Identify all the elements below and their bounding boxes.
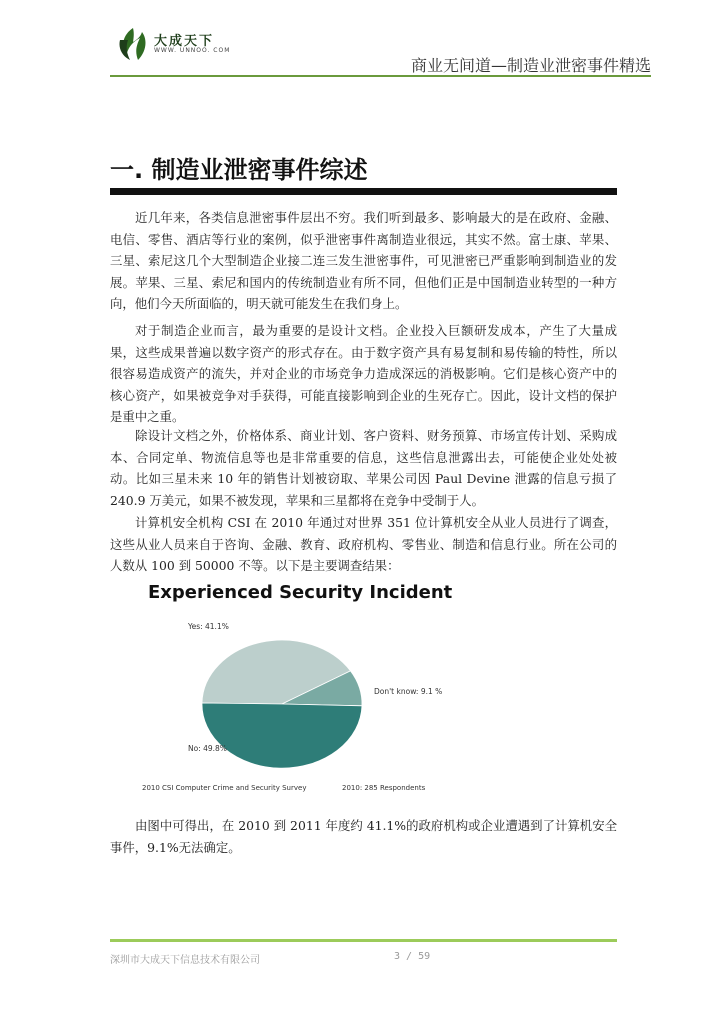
paragraph-csi-survey: 计算机安全机构 CSI 在 2010 年通过对世界 351 位计算机安全从业人员进行了调查，这些从业人员来自于咨询、金融、教育、政府机构、零售业、制造和信息行业。所在公司的人数从 100 到 50000 不等。以下是主要调查结果： bbox=[110, 515, 617, 573]
paragraph-design-docs: 对于制造企业而言，最为重要的是设计文档。企业投入巨额研发成本，产生了大量成果，这些成果普遍以数字资产的形式存在。由于数字资产具有易复制和易传输的特性，所以很容易造成资产的流失，并对企业的市场竞争力造成深远的消极影响。它们是核心资产中的核心资产，如果被竞争对手获得，可能直接影响到企业的生死存亡。因此，设计文档的保护是重中之重。 bbox=[110, 323, 617, 424]
pie-slice-no bbox=[202, 703, 362, 768]
chart-title: Experienced Security Incident bbox=[148, 582, 453, 603]
pie-label-no: No: 49.8% bbox=[188, 744, 227, 753]
pie-chart bbox=[130, 610, 460, 800]
logo-text-cn: 大成天下 bbox=[154, 34, 215, 49]
chart-respondents-note: 2010: 285 Respondents bbox=[342, 784, 426, 792]
document-header-title: 商业无间道—制造业泄密事件精选 bbox=[410, 56, 651, 75]
header-divider bbox=[110, 75, 651, 77]
paragraph-other-info: 除设计文档之外，价格体系、商业计划、客户资料、财务预算、市场宣传计划、采购成本、合同定单、物流信息等也是非常重要的信息，这些信息泄露出去，可能使企业处处被动。比如三星未来 10 年的销售计划被窃取、苹果公司因 Paul Devine 泄露的信息亏损了 240.9 万美元，如果不被发现，苹果和三星都将在竞争中受制于人。 bbox=[110, 428, 617, 508]
section-title-underline bbox=[110, 188, 617, 195]
pie-label-dont-know: Don't know: 9.1 % bbox=[374, 687, 443, 696]
paragraph-intro: 近几年来，各类信息泄密事件层出不穷。我们听到最多、影响最大的是在政府、金融、电信、零售、酒店等行业的案例，似乎泄密事件离制造业很远，其实不然。富士康、苹果、三星、索尼这几个大型制造企业接二连三发生泄密事件，可见泄密已严重影响到制造业的发展。苹果、三星、索尼和国内的传统制造业有所不同，但他们正是中国制造业转型的一种方向，他们今天所面临的，明天就可能发生在我们身上。 bbox=[110, 210, 617, 311]
page-number: 3 / 59 bbox=[394, 951, 431, 962]
chart-source-note: 2010 CSI Computer Crime and Security Survey bbox=[142, 784, 307, 792]
footer-company-name: 深圳市大成天下信息技术有限公司 bbox=[110, 955, 260, 966]
pie-label-yes: Yes: 41.1% bbox=[188, 622, 229, 631]
footer-divider bbox=[110, 939, 617, 942]
section-title: 一. 制造业泄密事件综述 bbox=[110, 156, 368, 184]
logo-mark-icon bbox=[116, 26, 150, 62]
company-logo bbox=[116, 26, 246, 62]
paragraph-conclusion: 由图中可得出，在 2010 到 2011 年度约 41.1%的政府机构或企业遭遇到了计算机安全事件，9.1%无法确定。 bbox=[110, 818, 617, 855]
logo-text-en: WWW. UNNOO. COM bbox=[154, 47, 231, 54]
